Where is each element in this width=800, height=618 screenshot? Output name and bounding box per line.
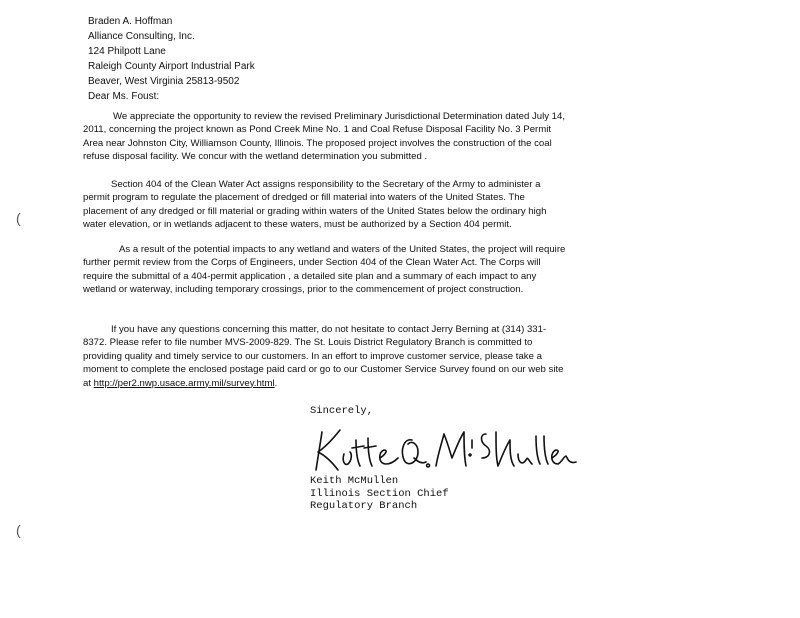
recipient-name: Braden A. Hoffman <box>88 16 173 27</box>
paragraph-4 <box>83 323 569 390</box>
salutation: Dear Ms. Foust: <box>88 91 160 102</box>
paragraph-3 <box>83 243 569 297</box>
signer-name: Keith McMullen <box>310 475 399 487</box>
signer-title: Illinois Section Chief <box>310 487 449 500</box>
redaction-mark <box>159 96 229 97</box>
survey-link[interactable]: http://per2.nwp.usace.army.mil/survey.html <box>93 377 275 389</box>
signer-block <box>310 475 449 513</box>
handwritten-signature <box>300 420 580 480</box>
paragraph-1-text: We appreciate the opportunity to review the revised Preliminary Jurisdictional Determination dated July 14, 2011, concerning the project known as Pond Creek Mine No. 1 and Coal Refuse Disposal Facility No. 3 Permit Area near Johnston City, Williamson County, Illinois. The proposed project involves the construction of the coal refuse disposal facility. We concur with the wetland determination you submitted . <box>83 111 566 163</box>
recipient-city: Beaver, West Virginia 25813-9502 <box>88 76 240 87</box>
recipient-company: Alliance Consulting, Inc. <box>88 31 195 42</box>
paragraph-2-text: Section 404 of the Clean Water Act assigns responsibility to the Secretary of the Army to administer a permit program to regulate the placement of dredged or fill material into waters of the United States. The placement of any dredged or fill material or grading within waters of the United States below the ordinary high water elevation, or in wetlands adjacent to these waters, must be authorized by a Section 404 permit. <box>83 179 547 231</box>
paragraph-4-text: If you have any questions concerning this matter, do not hesitate to contact Jerry Berning at (314) 331-8372. Please refer to file number MVS-2009-829. The St. Louis District Regulatory Branch is committed to providing quality and timely service to our customers. In an effort to improve customer service, please take a moment to complete the enclosed postage paid card or go to our Customer Service Survey found on our web site at <box>83 324 564 389</box>
closing: Sincerely, <box>310 405 374 417</box>
recipient-park: Raleigh County Airport Industrial Park <box>88 61 255 72</box>
recipient-street: 124 Philpott Lane <box>88 46 166 57</box>
margin-mark: ( <box>16 210 21 226</box>
paragraph-3-text: As a result of the potential impacts to any wetland and waters of the United States, the project will require further permit review from the Corps of Engineers, under Section 404 of the Clean Water Act. The Corps will require the submittal of a 404-permit application , a detailed site plan and a summary of each impact to any wetland or waterway, including temporary crossings, prior to the commencement of project construction. <box>83 244 566 296</box>
salutation-line <box>88 89 255 104</box>
paragraph-2 <box>83 178 569 232</box>
margin-mark: ( <box>16 522 21 538</box>
recipient-address <box>88 14 255 104</box>
paragraph-1 <box>83 110 569 164</box>
paragraph-4-end: . <box>274 377 278 389</box>
signer-dept: Regulatory Branch <box>310 500 418 512</box>
